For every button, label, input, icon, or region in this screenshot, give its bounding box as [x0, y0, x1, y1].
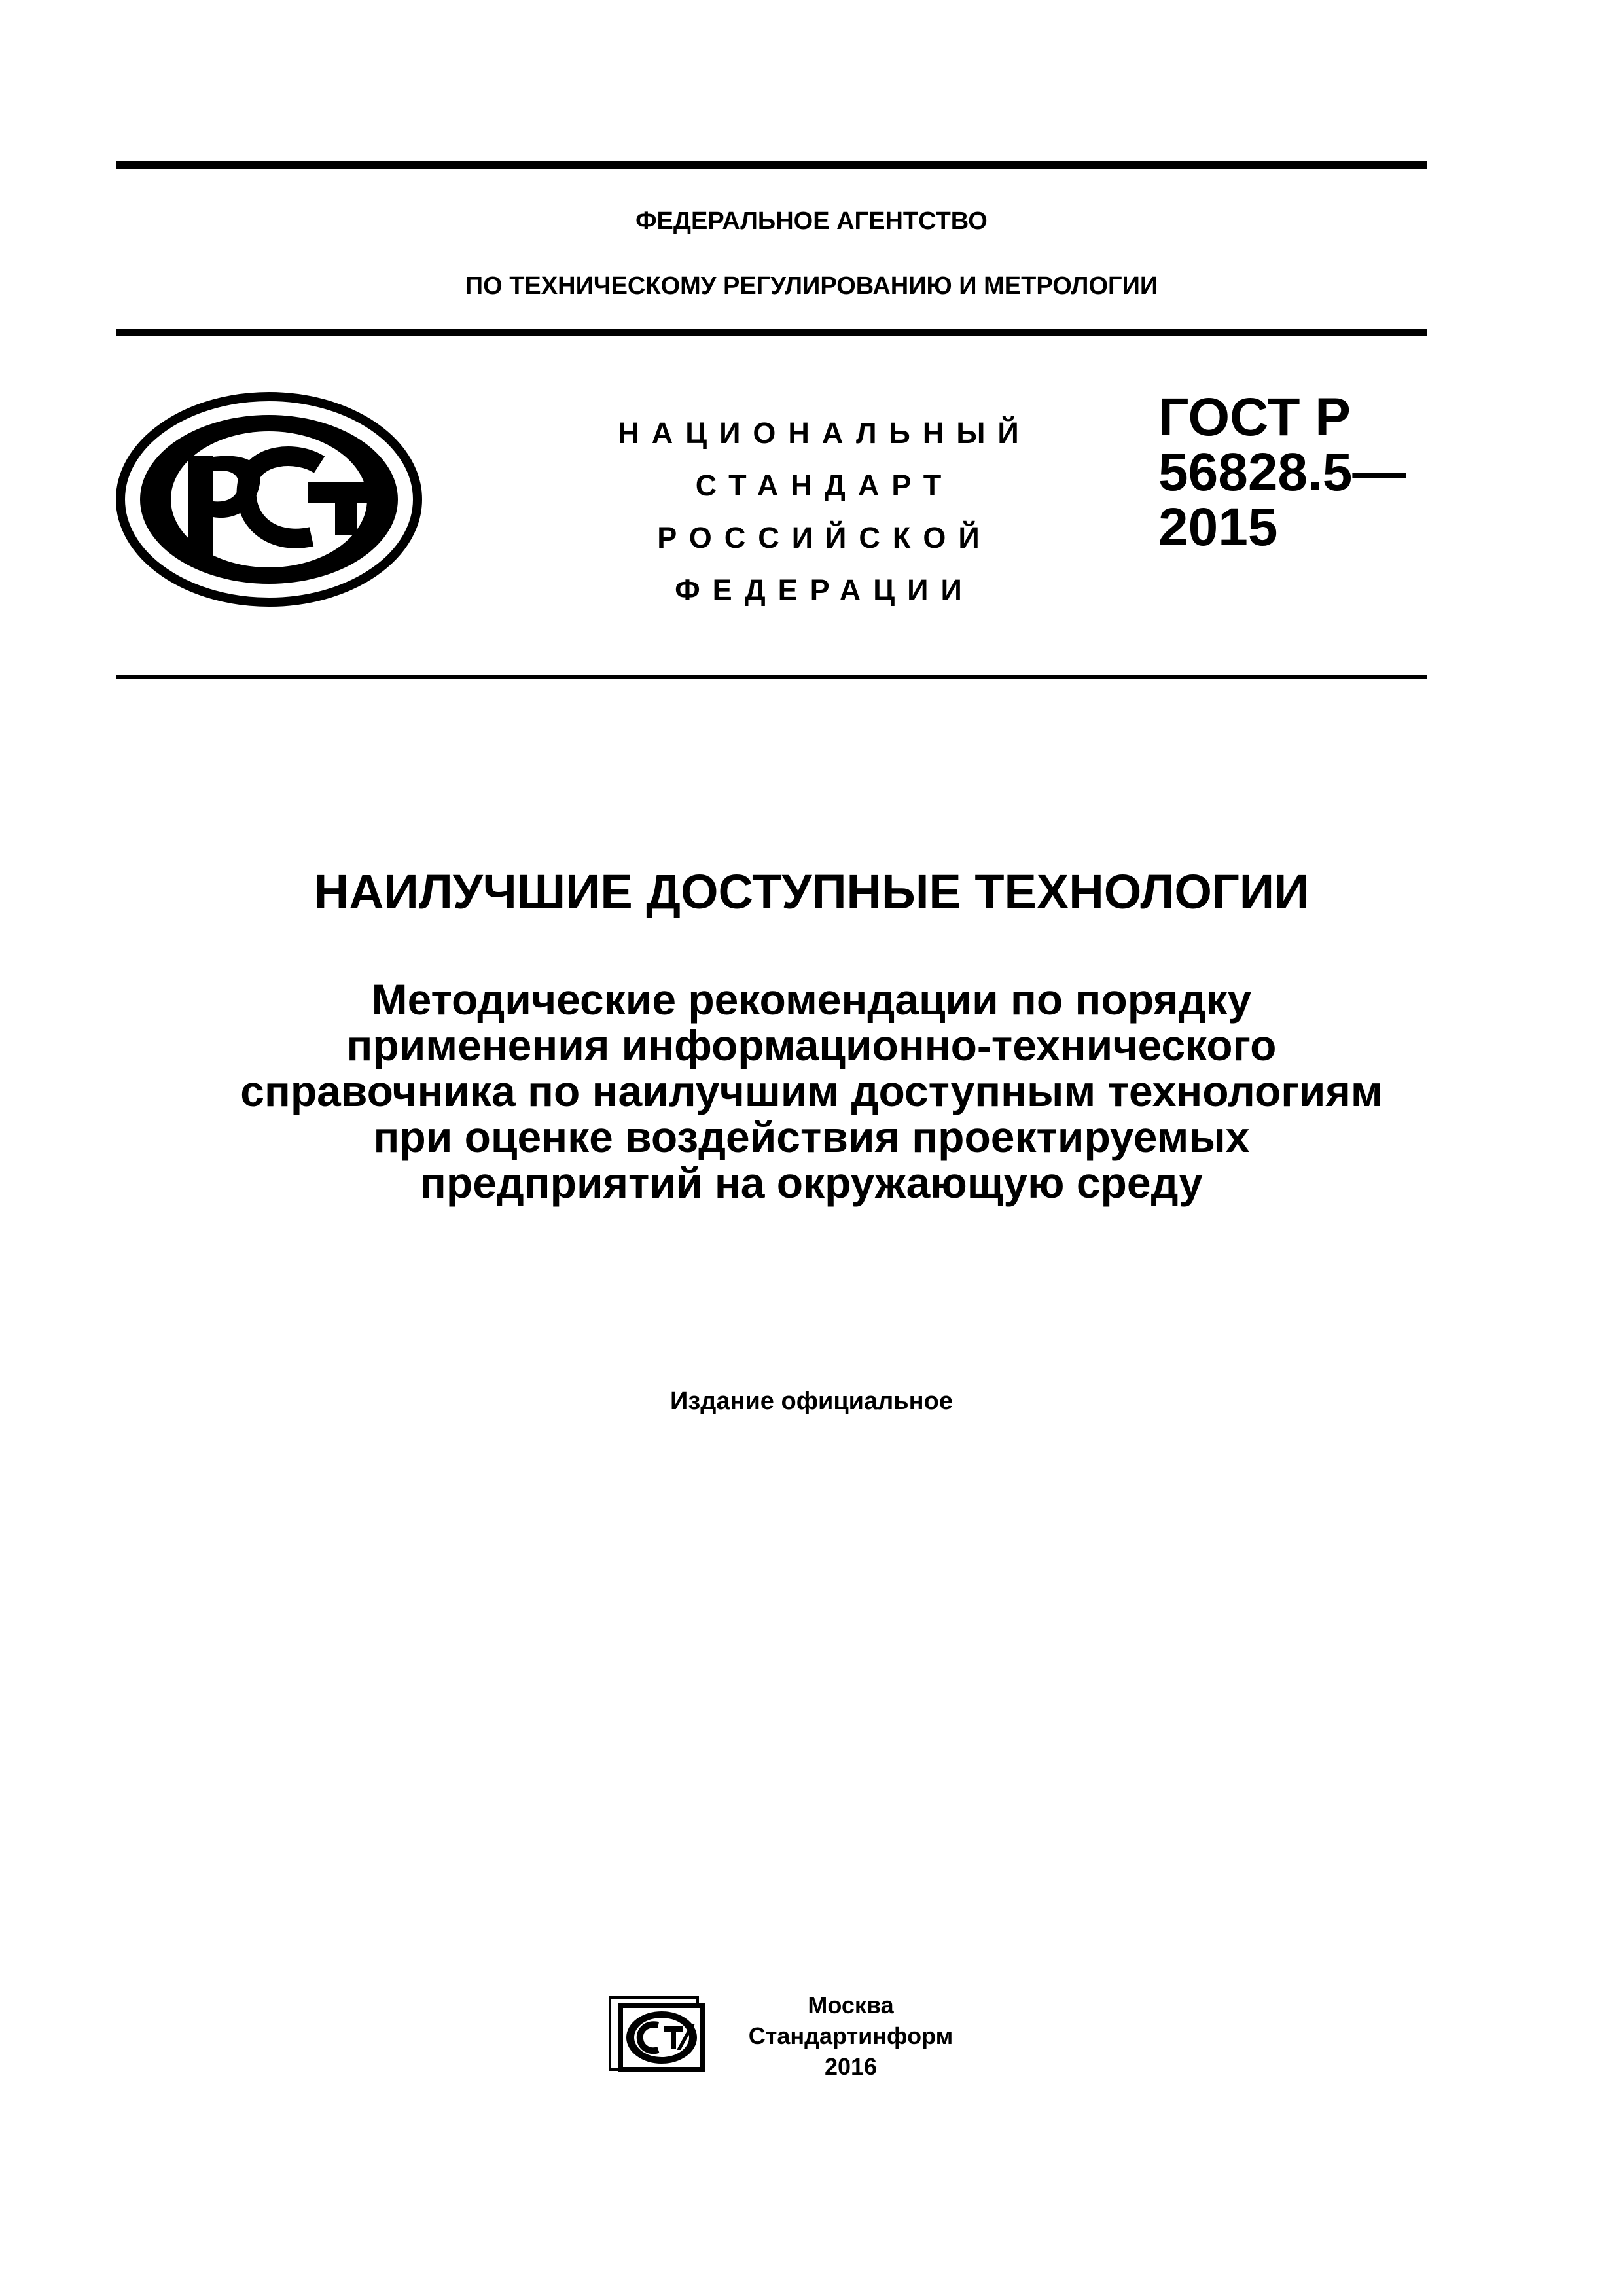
designation-line-1: ГОСТ Р — [1158, 387, 1351, 447]
banner-bottom-rule — [116, 675, 1427, 679]
sti-publisher-logo-icon — [609, 1996, 707, 2073]
banner-line-1: НАЦИОНАЛЬНЫЙ — [618, 416, 1031, 450]
agency-bottom-rule — [116, 329, 1427, 336]
document-subtitle — [0, 977, 1623, 1206]
publisher-city: Москва — [808, 1992, 894, 2018]
standard-designation — [1158, 387, 1406, 557]
rst-emblem-icon — [115, 391, 423, 607]
edition-label: Издание официальное — [670, 1388, 953, 1415]
banner-line-2: СТАНДАРТ — [695, 469, 954, 502]
agency-line-1: ФЕДЕРАЛЬНОЕ АГЕНТСТВО — [635, 207, 988, 235]
publisher-name: Стандартинформ — [748, 2022, 954, 2049]
document-title: НАИЛУЧШИЕ ДОСТУПНЫЕ ТЕХНОЛОГИИ — [313, 865, 1310, 919]
subtitle-line-4: при оценке воздействия проектируемых — [373, 1113, 1250, 1161]
designation-line-3: 2015 — [1158, 497, 1278, 557]
banner-line-4: ФЕДЕРАЦИИ — [675, 573, 974, 607]
banner-line-3: РОССИЙСКОЙ — [657, 521, 992, 554]
subtitle-line-3: справочника по наилучшим доступным технологиям — [240, 1067, 1383, 1115]
agency-line-2: ПО ТЕХНИЧЕСКОМУ РЕГУЛИРОВАНИЮ И МЕТРОЛОГИИ — [465, 272, 1158, 300]
national-standard-banner — [576, 407, 1073, 617]
top-rule — [116, 161, 1427, 169]
publisher-year: 2016 — [824, 2053, 878, 2080]
subtitle-line-5: предприятий на окружающую среду — [420, 1158, 1203, 1207]
publisher-block — [733, 1990, 969, 2082]
designation-line-2: 56828.5— — [1158, 442, 1406, 502]
subtitle-line-2: применения информационно-технического — [346, 1021, 1277, 1069]
subtitle-line-1: Методические рекомендации по порядку — [371, 975, 1252, 1024]
